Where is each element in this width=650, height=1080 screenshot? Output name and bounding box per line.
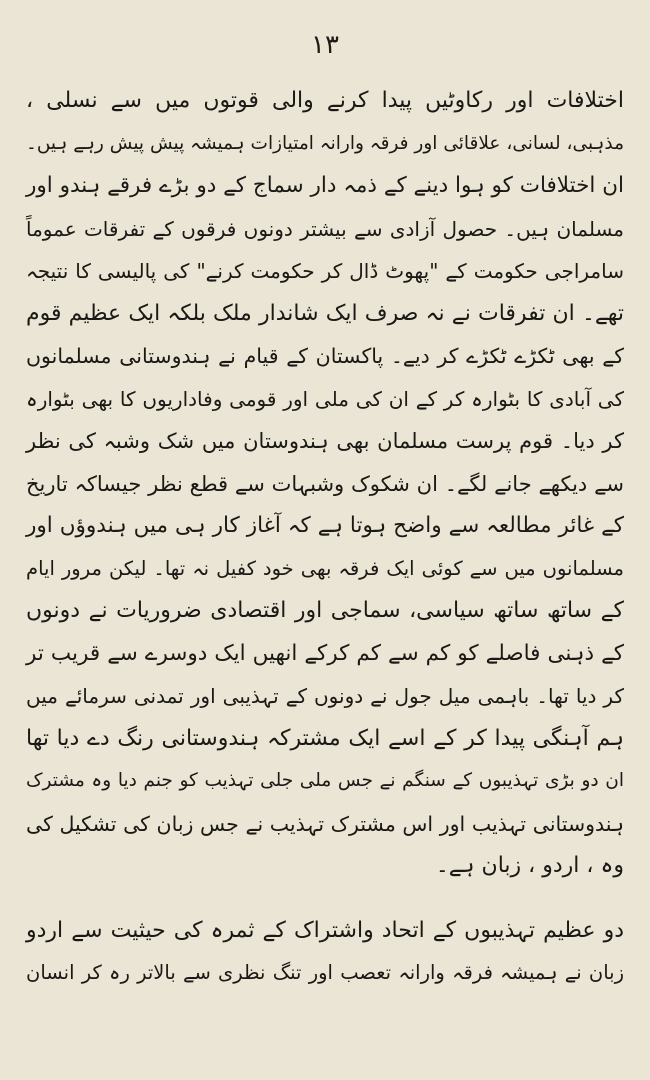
text-line: کے غائر مطالعہ سے واضح ہوتا ہے کہ آغاز کار ہی میں ہندوؤں اور [26,513,624,538]
text-line: وہ ، اردو ، زبان ہے۔ [435,853,624,878]
text-line: اختلافات اور رکاوٹیں پیدا کرنے والی قوتوں میں سے نسلی ، [26,88,624,113]
text-line: سے دیکھے جانے لگے۔ ان شکوک وشبہات سے قطع نظر جیساکہ تاریخ [26,471,624,496]
text-line: کر دیا۔ قوم پرست مسلمان بھی ہندوستان میں شک وشبہ کی نظر [26,429,624,453]
paragraph-gap [26,888,624,910]
text-line: ہم آہنگی پیدا کر کے اسے ایک مشترکہ ہندوستانی رنگ دے دیا تھا [26,725,624,751]
text-line: مذہبی، لسانی، علاقائی اور فرقہ وارانہ امتیازات ہمیشہ پیش پیش رہے ہیں۔ [26,132,624,154]
text-line: تھے۔ ان تفرقات نے نہ صرف ایک شاندار ملک بلکہ ایک عظیم قوم [26,300,624,326]
body-text [26,80,624,995]
text-line: زبان نے ہمیشہ فرقہ وارانہ تعصب اور تنگ نظری سے بالاتر رہ کر انسان [26,961,624,984]
text-line: ان دو بڑی تہذیبوں کے سنگم نے جس ملی جلی تہذیب کو جنم دیا وہ مشترک [26,770,624,791]
text-line: کے ساتھ ساتھ سیاسی، سماجی اور اقتصادی ضروریات نے دونوں [26,598,624,623]
text-line: کے ذہنی فاصلے کو کم سے کم کرکے انھیں ایک دوسرے سے قریب تر [26,640,624,666]
text-line: کے بھی ٹکڑے ٹکڑے کر دیے۔ پاکستان کے قیام نے ہندوستانی مسلمانوں [26,344,624,368]
text-line: کر دیا تھا۔ باہمی میل جول نے دونوں کے تہذیبی اور تمدنی سرمائے میں [26,684,624,708]
text-line: دو عظیم تہذیبوں کے اتحاد واشتراک کے ثمرہ کی حیثیت سے اردو [26,917,624,943]
text-line: مسلمانوں میں سے کوئی ایک فرقہ بھی خود کفیل نہ تھا۔ لیکن مرور ایام [26,556,624,580]
paragraph-1 [26,80,624,888]
paragraph-2 [26,910,624,995]
text-line: کی آبادی کا بٹوارہ کر کے ان کی ملی اور قومی وفاداریوں کا بھی بٹوارہ [26,386,624,411]
text-line: ان اختلافات کو ہوا دینے کے ذمہ دار سماج کے دو بڑے فرقے ہندو اور [26,173,624,198]
text-line: مسلمان ہیں۔ حصول آزادی سے بیشتر دونوں فرقوں کے تفرقات عموماً [26,216,624,241]
page-number: ۱۳ [311,30,339,60]
text-line: سامراجی حکومت کے "پھوٹ ڈال کر حکومت کرنے" کی پالیسی کا نتیجہ [26,259,624,283]
text-line: ہندوستانی تہذیب اور اس مشترک تہذیب نے جس زبان کی تشکیل کی [26,811,624,836]
